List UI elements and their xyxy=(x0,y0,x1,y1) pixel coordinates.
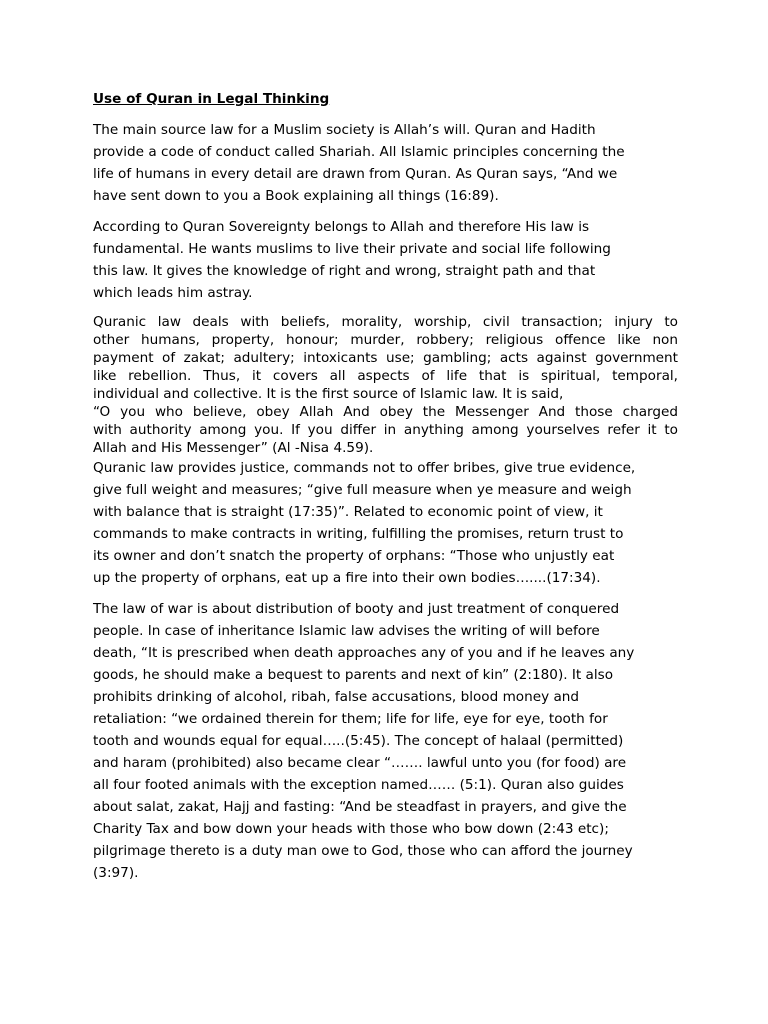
text-line: Allah and His Messenger” (Al -Nisa 4.59). xyxy=(93,440,374,456)
text-line: tooth and wounds equal for equal…..(5:45). The concept of halaal (permitted) xyxy=(93,733,624,749)
text-line: The main source law for a Muslim society is Allah’s will. Quran and Hadith xyxy=(93,122,596,138)
text-line: its owner and don’t snatch the property of orphans: “Those who unjustly eat xyxy=(93,548,615,564)
text-line: with authority among you. If you differ in anything among yourselves refer it to xyxy=(93,422,678,438)
text-line: prohibits drinking of alcohol, ribah, false accusations, blood money and xyxy=(93,689,580,705)
text-line: (3:97). xyxy=(93,865,139,881)
text-line: and haram (prohibited) also became clear “……. lawful unto you (for food) are xyxy=(93,755,627,771)
text-line: with balance that is straight (17:35)”. Related to economic point of view, it xyxy=(93,504,603,520)
text-line: up the property of orphans, eat up a fire into their own bodies…....(17:34). xyxy=(93,570,601,586)
text-line: provide a code of conduct called Shariah. All Islamic principles concerning the xyxy=(93,144,625,160)
text-line: which leads him astray. xyxy=(93,285,253,301)
paragraph-justice xyxy=(93,457,678,589)
text-line: other humans, property, honour; murder, robbery; religious offence like non xyxy=(93,332,678,348)
text-line: like rebellion. Thus, it covers all aspects of life that is spiritual, temporal, xyxy=(93,368,678,384)
text-line: According to Quran Sovereignty belongs to Allah and therefore His law is xyxy=(93,219,590,235)
paragraph-main-source xyxy=(93,119,678,207)
document-title: Use of Quran in Legal Thinking xyxy=(93,91,330,107)
text-line: this law. It gives the knowledge of right and wrong, straight path and that xyxy=(93,263,596,279)
text-line: payment of zakat; adultery; intoxicants use; gambling; acts against government xyxy=(93,350,678,366)
text-line: commands to make contracts in writing, fulfilling the promises, return trust to xyxy=(93,526,624,542)
text-line: Quranic law deals with beliefs, morality, worship, civil transaction; injury to xyxy=(93,314,678,330)
text-line: have sent down to you a Book explaining all things (16:89). xyxy=(93,188,499,204)
text-line: give full weight and measures; “give full measure when ye measure and weigh xyxy=(93,482,632,498)
paragraph-sovereignty xyxy=(93,216,678,304)
text-line: life of humans in every detail are drawn from Quran. As Quran says, “And we xyxy=(93,166,618,182)
text-line: Quranic law provides justice, commands not to offer bribes, give true evidence, xyxy=(93,460,636,476)
text-line: goods, he should make a bequest to parents and next of kin” (2:180). It also xyxy=(93,667,614,683)
text-line: pilgrimage thereto is a duty man owe to God, those who can afford the journey xyxy=(93,843,633,859)
paragraph-quranic-law-scope xyxy=(93,313,678,457)
text-line: death, “It is prescribed when death approaches any of you and if he leaves any xyxy=(93,645,635,661)
document-page xyxy=(93,88,678,893)
text-line: Charity Tax and bow down your heads with those who bow down (2:43 etc); xyxy=(93,821,609,837)
text-line: The law of war is about distribution of booty and just treatment of conquered xyxy=(93,601,620,617)
text-line: individual and collective. It is the first source of Islamic law. It is said, xyxy=(93,386,564,402)
paragraph-law-of-war xyxy=(93,598,678,884)
text-line: retaliation: “we ordained therein for them; life for life, eye for eye, tooth for xyxy=(93,711,608,727)
text-line: fundamental. He wants muslims to live their private and social life following xyxy=(93,241,611,257)
text-line: “O you who believe, obey Allah And obey the Messenger And those charged xyxy=(93,404,678,420)
text-line: people. In case of inheritance Islamic law advises the writing of will before xyxy=(93,623,600,639)
text-line: all four footed animals with the exception named…… (5:1). Quran also guides xyxy=(93,777,624,793)
text-line: about salat, zakat, Hajj and fasting: “And be steadfast in prayers, and give the xyxy=(93,799,627,815)
